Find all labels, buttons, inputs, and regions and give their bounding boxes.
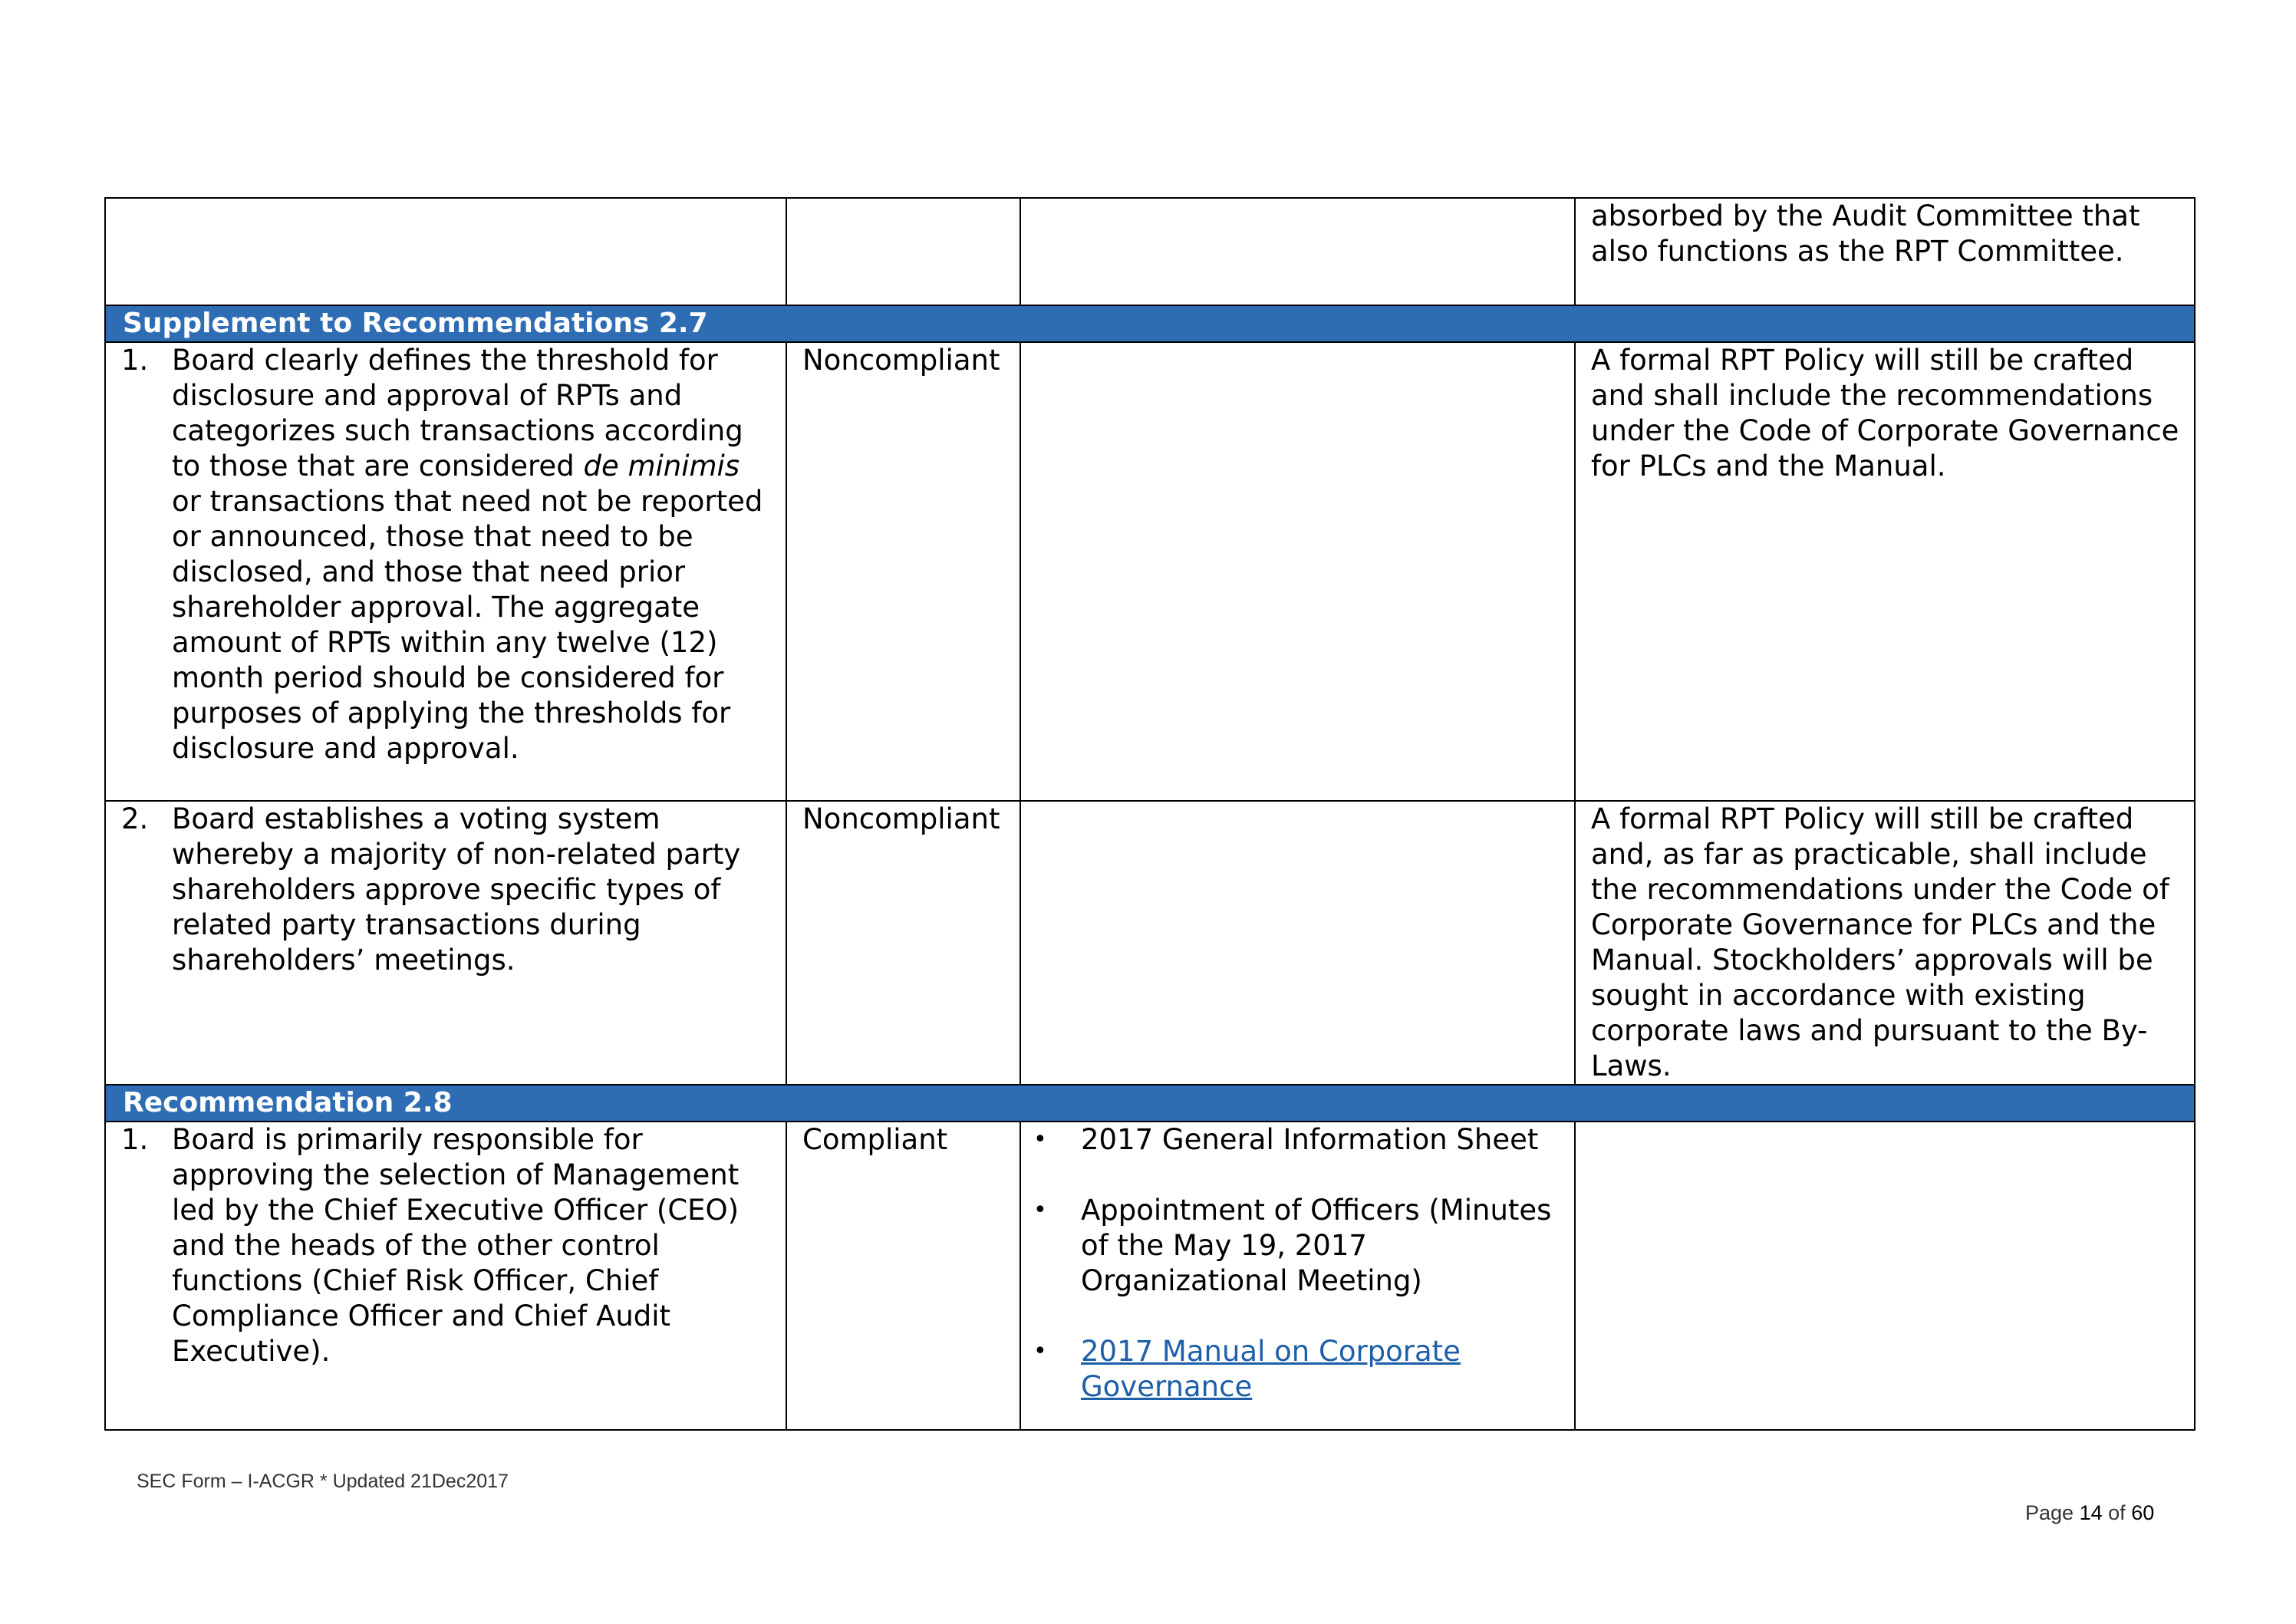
section-band-supplement-2-7 xyxy=(105,305,2195,342)
reference-list xyxy=(1021,1122,1574,1405)
item-number: 1. xyxy=(121,344,149,377)
recommendation-text: Board establishes a voting system whereby a majority of non-related party shareholders approve specific types of related party transactions during shareholders’ meetings. xyxy=(172,802,741,977)
table-row xyxy=(105,1122,2195,1430)
table-row-continuation xyxy=(105,198,2195,305)
recommendation-text xyxy=(172,343,772,766)
explanation-text: absorbed by the Audit Committee that also functions as the RPT Committee. xyxy=(1591,199,2140,268)
bullet-icon: • xyxy=(1033,1197,1047,1224)
reference-cell xyxy=(1020,198,1575,305)
compliance-status: Noncompliant xyxy=(802,802,1000,835)
page-total: 60 xyxy=(2131,1501,2155,1524)
form-footer-label: SEC Form – I-ACGR * Updated 21Dec2017 xyxy=(137,1471,509,1492)
reference-cell xyxy=(1020,801,1575,1085)
recommendation-text: Board is primarily responsible for approving the selection of Management led by the Chief Executive Officer (CEO) and the heads of the other control functions (Chief Risk Officer, Chief Compliance Officer and Chief Audit Executive). xyxy=(172,1123,740,1368)
section-band-title: Supplement to Recommendations 2.7 xyxy=(105,305,2195,342)
table-row xyxy=(105,342,2195,801)
compliance-cell xyxy=(786,198,1020,305)
reference-cell xyxy=(1020,1122,1575,1430)
page-current: 14 xyxy=(2079,1501,2103,1524)
page-number xyxy=(2025,1501,2154,1525)
bullet-icon: • xyxy=(1033,1126,1047,1153)
recommendation-cell xyxy=(105,342,786,801)
compliance-cell xyxy=(786,342,1020,801)
recommendation-cell xyxy=(105,1122,786,1430)
recommendation-text-part: Board clearly defines the threshold for disclosure and approval of RPTs and categorizes such transactions according to those that are considered xyxy=(172,344,743,483)
compliance-status: Noncompliant xyxy=(802,344,1000,377)
explanation-cell xyxy=(1575,1122,2195,1430)
bullet-icon: • xyxy=(1033,1338,1047,1365)
manual-corporate-governance-link[interactable]: 2017 Manual on Corporate Governance xyxy=(1081,1335,1461,1403)
explanation-cell xyxy=(1575,342,2195,801)
explanation-cell xyxy=(1575,198,2195,305)
page-word: Page xyxy=(2025,1501,2074,1524)
section-band-title: Recommendation 2.8 xyxy=(105,1085,2195,1122)
recommendation-cell xyxy=(105,198,786,305)
recommendation-text-italic: de minimis xyxy=(583,450,740,483)
section-band-recommendation-2-8 xyxy=(105,1085,2195,1122)
acgr-table xyxy=(104,197,2196,1431)
compliance-cell xyxy=(786,1122,1020,1430)
list-item xyxy=(1033,1334,1562,1405)
recommendation-cell xyxy=(105,801,786,1085)
explanation-text: A formal RPT Policy will still be crafted and, as far as practicable, shall include the recommendations under the Code of Corporate Governance for PLCs and the Manual. Stockholders’ approvals will be sought in accordance with existing corporate laws and pursuant to the By-Laws. xyxy=(1591,802,2169,1082)
reference-cell xyxy=(1020,342,1575,801)
list-item xyxy=(1033,1122,1562,1158)
explanation-text: A formal RPT Policy will still be crafted and shall include the recommendations under the Code of Corporate Governance for PLCs and the Manual. xyxy=(1591,344,2179,483)
compliance-cell xyxy=(786,801,1020,1085)
reference-text: 2017 General Information Sheet xyxy=(1081,1123,1539,1156)
table-row xyxy=(105,801,2195,1085)
recommendation-text-part: or transactions that need not be reported or announced, those that need to be disclosed, and those that need prior shareholder approval. The aggregate amount of RPTs within any twelve (12) month period should be considered for purposes of applying the thresholds for disclosure and approval. xyxy=(172,485,763,765)
reference-text: Appointment of Officers (Minutes of the May 19, 2017 Organizational Meeting) xyxy=(1081,1194,1552,1297)
item-number: 1. xyxy=(121,1123,149,1156)
compliance-status: Compliant xyxy=(802,1123,948,1156)
item-number: 2. xyxy=(121,802,149,835)
explanation-cell xyxy=(1575,801,2195,1085)
list-item xyxy=(1033,1193,1562,1299)
page-of: of xyxy=(2108,1501,2126,1524)
